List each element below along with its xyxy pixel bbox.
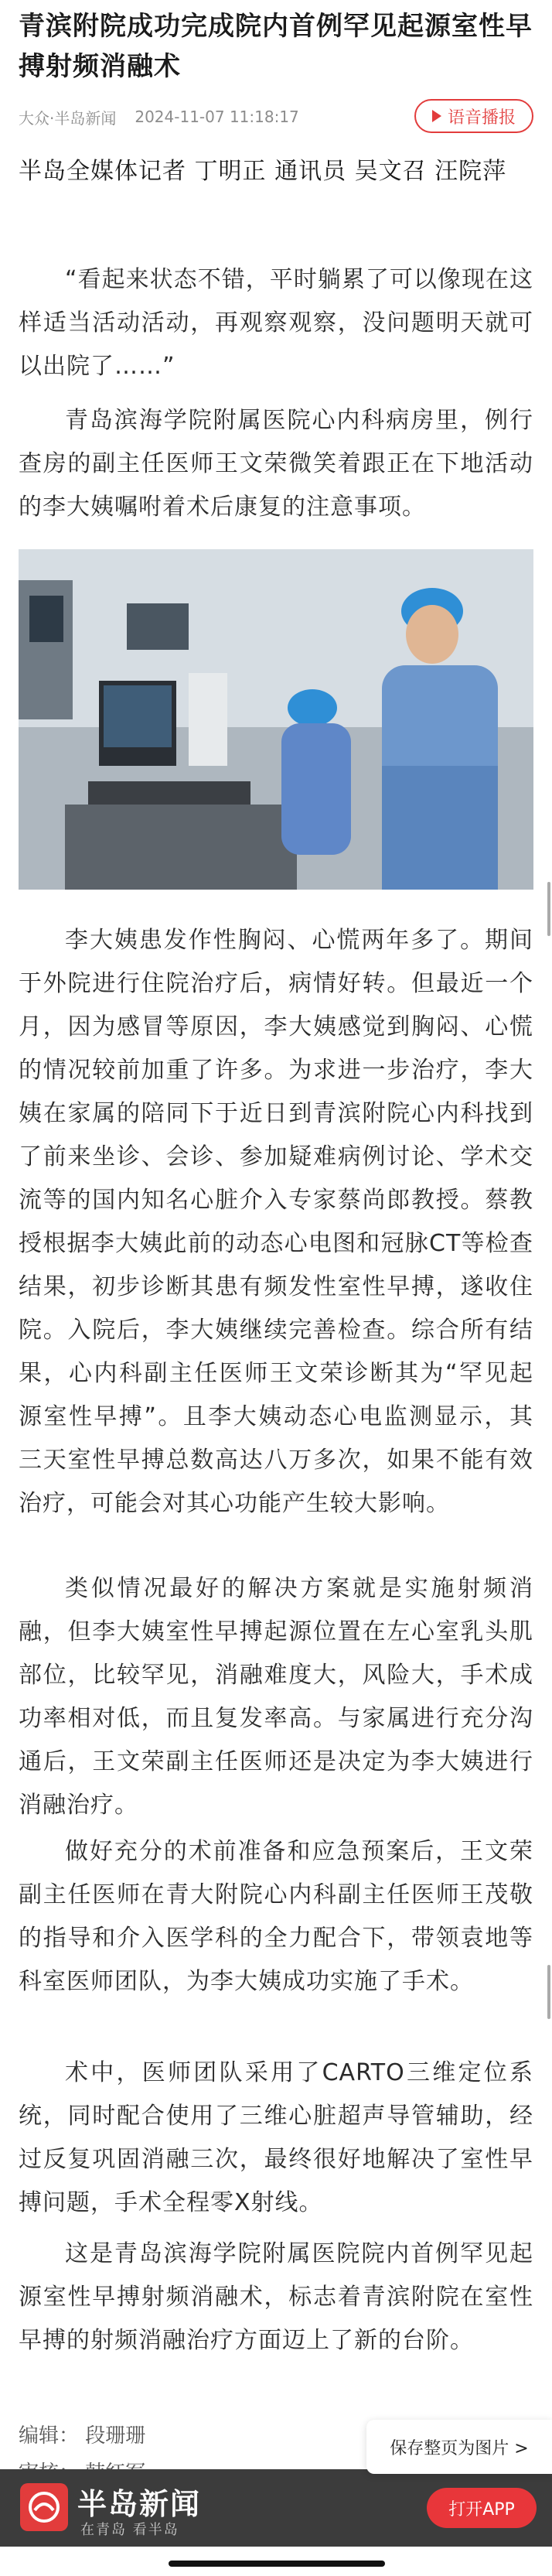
home-indicator[interactable]	[169, 2561, 385, 2567]
article-byline: 半岛全媒体记者 丁明正 通讯员 吴文召 汪院萍	[19, 158, 507, 185]
article-title: 青滨附院成功完成院内首例罕见起源室性早搏射频消融术	[19, 11, 533, 82]
article-paragraph: 做好充分的术前准备和应急预案后，王文荣副主任医师在青大附院心内科副主任医师王茂敬的指导和介入医学科的全力配合下，带领袁地等科室医师团队，为李大姨成功实施了手术。	[19, 1838, 533, 1995]
article-editor: 编辑： 段珊珊	[19, 2424, 146, 2448]
article-paragraph: 李大姨患发作性胸闷、心慌两年多了。期间于外院进行住院治疗后，病情好转。但最近一个月，因为感冒等原因，李大姨感觉到胸闷、心慌的情况较前加重了许多。为求进一步治疗，李大姨在家属的陪同下于近日到青滨附院心内科找到了前来坐诊、会诊、参加疑难病例讨论、学术交流等的国内知名心脏介入专家蔡尚郎教授。蔡教授根据李大姨此前的动态心电图和冠脉CT等检查结果，初步诊断其患有频发性室性早搏，遂收住院。入院后，李大姨继续完善检查。综合所有结果，心内科副主任医师王文荣诊断其为“罕见起源室性早搏”。且李大姨动态心电监测显示，其三天室性早搏总数高达八万多次，如果不能有效治疗，可能会对其心功能产生较大影响。	[19, 927, 533, 1517]
article-photo	[19, 549, 533, 890]
article-paragraph: 类似情况最好的解决方案就是实施射频消融，但李大姨室性早搏起源位置在左心室乳头肌部位，比较罕见，消融难度大，风险大，手术成功率相对低，而且复发率高。与家属进行充分沟通后，王文荣副主任医师还是决定为李大姨进行消融治疗。	[19, 1575, 533, 1819]
scrollbar-thumb[interactable]	[547, 882, 550, 936]
brand-slogan: 在青岛 看半岛	[80, 2522, 179, 2538]
brand-logo	[20, 2483, 68, 2531]
open-app-button[interactable]: 打开APP	[427, 2488, 537, 2528]
article-source: 大众·半岛新闻	[19, 108, 117, 128]
peninsula-logo-icon	[27, 2490, 61, 2524]
article-paragraph: 青岛滨海学院附属医院心内科病房里，例行查房的副主任医师王文荣微笑着跟正在下地活动的李大姨嘱咐着术后康复的注意事项。	[19, 407, 533, 521]
article-paragraph: 这是青岛滨海学院附属医院院内首例罕见起源室性早搏射频消融术，标志着青滨附院在室性早搏的射频消融治疗方面迈上了新的台阶。	[19, 2240, 533, 2354]
article-paragraph: “看起来状态不错，平时躺累了可以像现在这样适当活动活动，再观察观察，没问题明天就可以出院了……”	[19, 266, 533, 380]
brand-name: 半岛新闻	[77, 2487, 202, 2521]
article-meta	[19, 104, 299, 130]
operating-room-image	[19, 549, 533, 890]
play-icon	[432, 110, 441, 122]
tts-button[interactable]	[414, 99, 533, 133]
scrollbar-thumb[interactable]	[547, 1965, 550, 2019]
article-paragraph: 术中，医师团队采用了CARTO三维定位系统，同时配合使用了三维心脏超声导管辅助，经过反复巩固消融三次，最终很好地解决了室性早搏问题，手术全程零X射线。	[19, 2059, 533, 2216]
tts-label: 语音播报	[447, 108, 516, 128]
article-datetime: 2024-11-07 11:18:17	[135, 108, 299, 126]
save-page-as-image-button[interactable]: 保存整页为图片 >	[366, 2420, 552, 2474]
